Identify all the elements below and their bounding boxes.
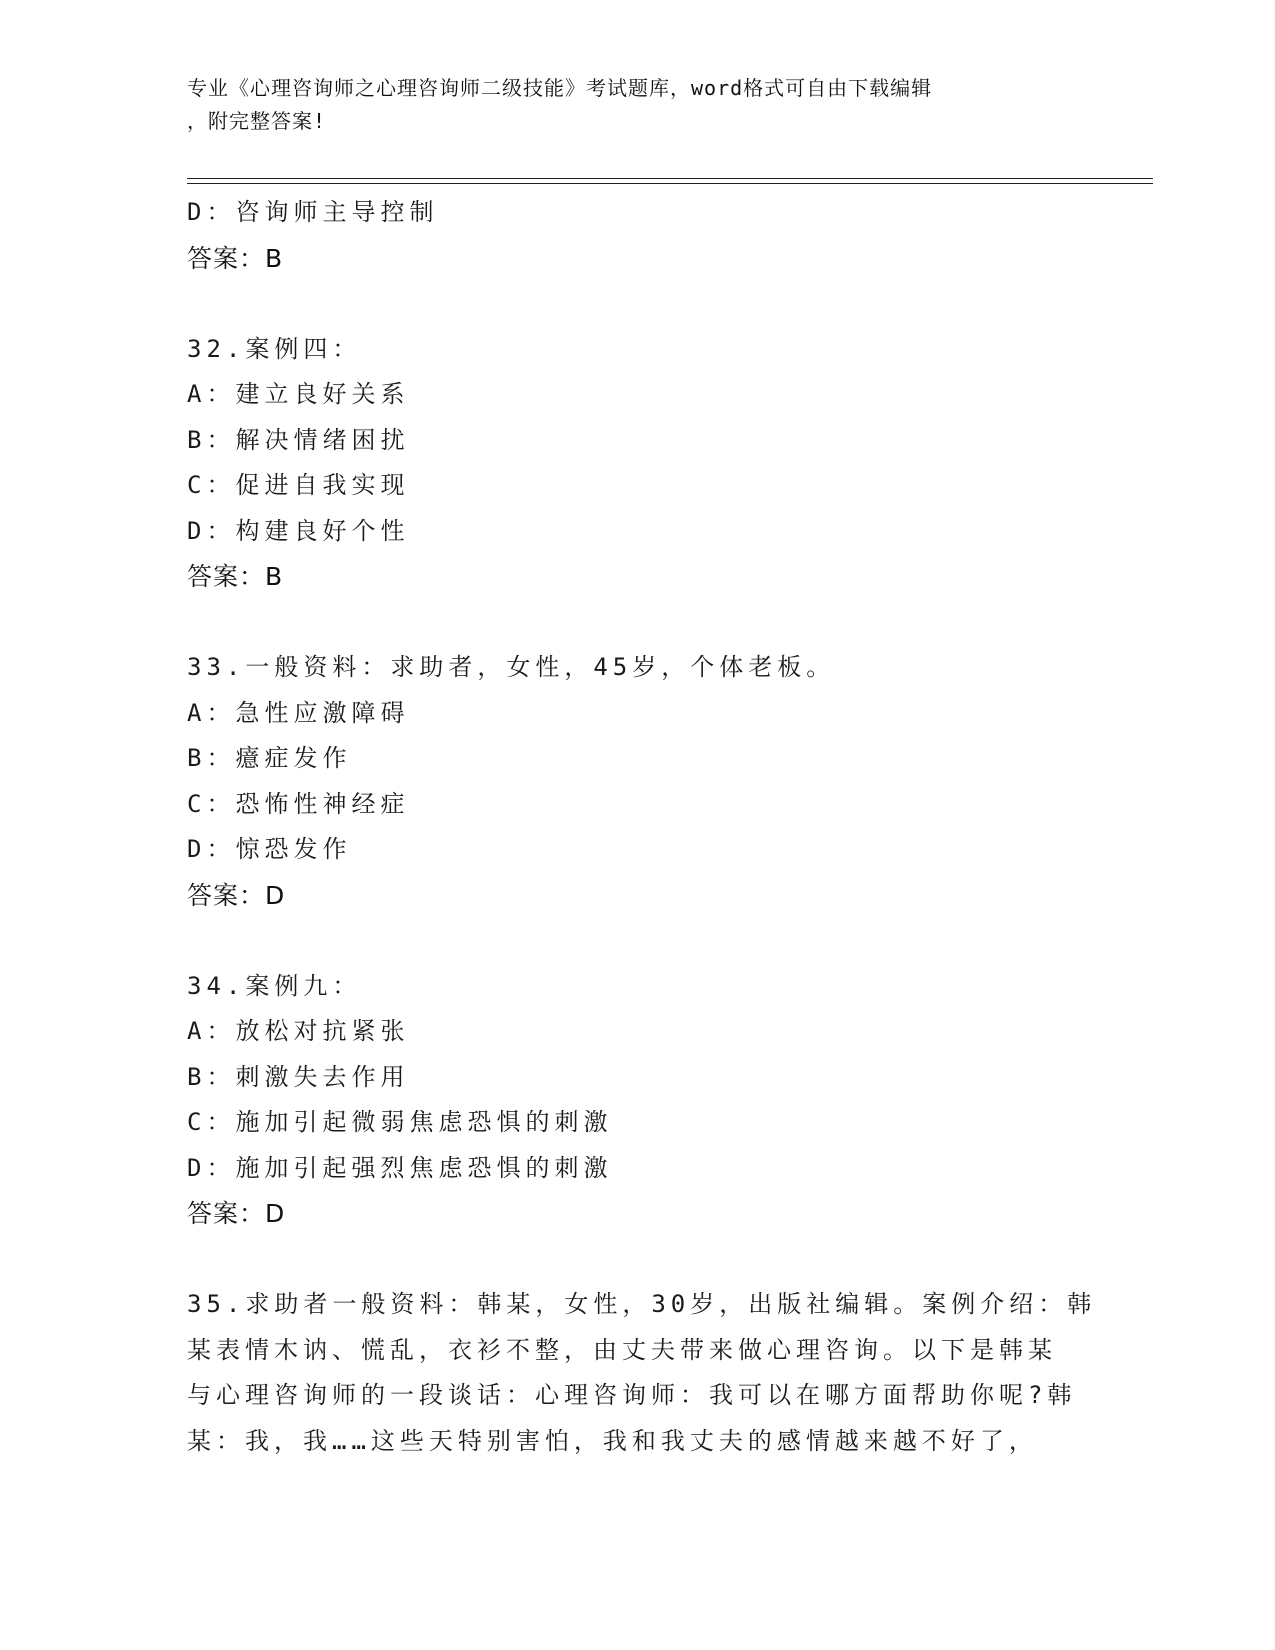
q32-option-c: C：促进自我实现 [187, 471, 410, 499]
q32-option-b: B：解决情绪困扰 [187, 425, 410, 454]
q35-stem-line-2: 某表情木讷、慌乱，衣衫不整，由丈夫带来做心理咨询。以下是韩某 [187, 1335, 1057, 1364]
question-list [187, 190, 1097, 1464]
q31-answer: 答案：B [187, 243, 284, 273]
q35-stem-line-1: 35.求助者一般资料：韩某，女性，30岁，出版社编辑。案例介绍：韩 [187, 1290, 1097, 1318]
q35-stem-line-4: 某：我，我……这些天特别害怕，我和我丈夫的感情越来越不好了， [187, 1426, 1038, 1455]
spacer [187, 918, 1087, 964]
spacer [187, 281, 1087, 327]
header-divider-bottom [187, 183, 1153, 184]
q32-option-d: D：构建良好个性 [187, 516, 410, 545]
q33-option-c: C：恐怖性神经症 [187, 789, 410, 818]
q32-stem: 32.案例四： [187, 334, 362, 363]
q34-option-b: B：刺激失去作用 [187, 1062, 410, 1091]
q34-stem: 34.案例九： [187, 971, 362, 1000]
document-header [187, 72, 1067, 138]
spacer [187, 1237, 1087, 1283]
q31-option-d: D：咨询师主导控制 [187, 198, 439, 226]
header-line-1: 专业《心理咨询师之心理咨询师二级技能》考试题库，word格式可自由下载编辑 [187, 76, 933, 100]
q32-answer: 答案：B [187, 562, 284, 591]
q35-stem-line-3: 与心理咨询师的一段谈话：心理咨询师：我可以在哪方面帮助你呢?韩 [187, 1381, 1077, 1409]
q33-stem: 33.一般资料：求助者，女性，45岁，个体老板。 [187, 653, 836, 681]
q33-answer: 答案：D [187, 880, 286, 910]
header-divider-top [187, 178, 1153, 179]
q33-option-b: B：癔症发作 [187, 744, 352, 772]
q34-option-d: D：施加引起强烈焦虑恐惧的刺激 [187, 1153, 613, 1182]
q34-answer: 答案：D [187, 1199, 286, 1228]
header-line-2: ，附完整答案! [187, 109, 327, 133]
q32-option-a: A：建立良好关系 [187, 380, 410, 408]
q34-option-c: C：施加引起微弱焦虑恐惧的刺激 [187, 1108, 613, 1136]
spacer [187, 600, 1087, 646]
q35-stem [187, 1282, 1097, 1464]
q33-option-d: D：惊恐发作 [187, 835, 352, 863]
q33-option-a: A：急性应激障碍 [187, 698, 410, 727]
q34-option-a: A：放松对抗紧张 [187, 1017, 410, 1045]
